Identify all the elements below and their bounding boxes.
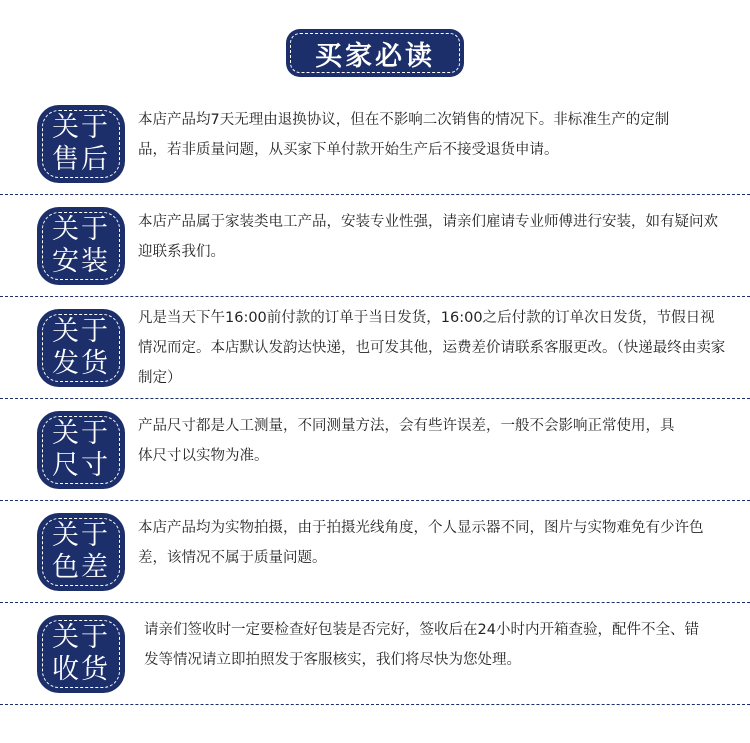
section-badge (37, 309, 125, 387)
section-text: 本店产品属于家装类电工产品，安装专业性强，请亲们雇请专业师傅进行安装，如有疑问欢迎联系我们。 (138, 214, 718, 260)
header-badge (286, 29, 464, 77)
badge-line2: 尺寸 (52, 450, 110, 481)
section-color-diff (0, 501, 750, 603)
page-title: 买家必读 (315, 40, 435, 72)
badge-line2: 发货 (52, 348, 110, 379)
section-after-sales (0, 93, 750, 195)
badge-line1: 关于 (52, 112, 110, 143)
badge-line1: 关于 (52, 520, 110, 551)
badge-line2: 收货 (52, 654, 110, 685)
section-badge (37, 411, 125, 489)
section-text: 请亲们签收时一定要检查好包装是否完好，签收后在24小时内开箱查验，配件不全、错发等情况请立即拍照发于客服核实，我们将尽快为您处理。 (144, 622, 699, 668)
section-shipping (0, 297, 750, 399)
badge-line1: 关于 (52, 214, 110, 245)
badge-line2: 售后 (52, 144, 110, 175)
section-text: 凡是当天下午16:00前付款的订单于当日发货，16:00之后付款的订单次日发货，节假日视情况而定。本店默认发韵达快递，也可发其他，运费差价请联系客服更改。（快递最终由卖家制定） (138, 310, 726, 386)
badge-line1: 关于 (52, 418, 110, 449)
badge-line1: 关于 (52, 316, 110, 347)
badge-line1: 关于 (52, 622, 110, 653)
section-receiving (0, 603, 750, 705)
section-size (0, 399, 750, 501)
section-badge (37, 615, 125, 693)
badge-line2: 安装 (52, 246, 110, 277)
badge-line2: 色差 (52, 552, 110, 583)
section-text: 本店产品均7天无理由退换协议，但在不影响二次销售的情况下。非标准生产的定制品，若非质量问题，从买家下单付款开始生产后不接受退货申请。 (138, 112, 670, 158)
section-text: 产品尺寸都是人工测量，不同测量方法，会有些许误差，一般不会影响正常使用，具体尺寸以实物为准。 (138, 418, 675, 464)
notice-list (0, 93, 750, 705)
section-badge (37, 105, 125, 183)
section-badge (37, 513, 125, 591)
section-text: 本店产品均为实物拍摄，由于拍摄光线角度，个人显示器不同，图片与实物难免有少许色差，该情况不属于质量问题。 (138, 520, 704, 566)
section-installation (0, 195, 750, 297)
section-badge (37, 207, 125, 285)
